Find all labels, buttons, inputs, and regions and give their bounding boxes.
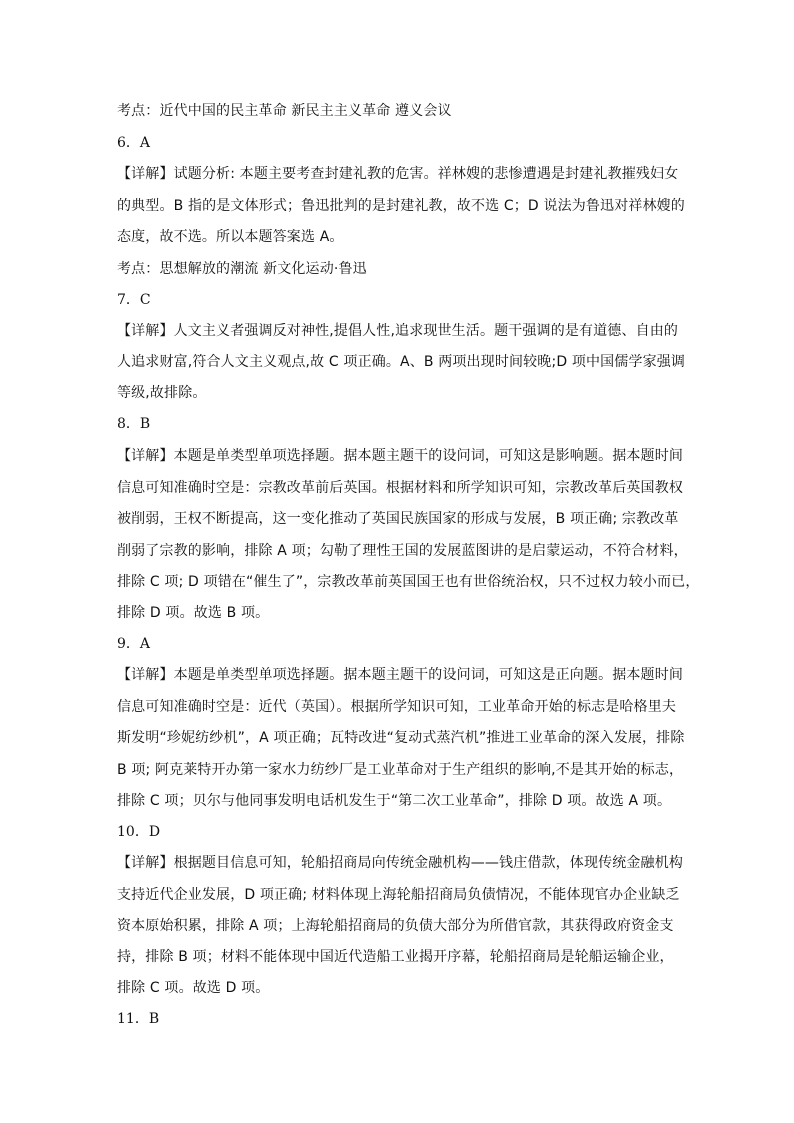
text-line: 【详解】根据题目信息可知，轮船招商局向传统金融机构——钱庄借款，体现传统金融机构: [117, 855, 683, 871]
text-line: 态度，故不选。所以本题答案选 A。: [117, 229, 344, 245]
text-line: 考点：思想解放的潮流 新文化运动·鲁迅: [117, 261, 367, 277]
text-line: 【详解】试题分析: 本题主要考查封建礼教的危害。祥林嫂的悲惨遭遇是封建礼教摧残妇女: [117, 166, 679, 182]
text-line: 排除 D 项。故选 B 项。: [117, 605, 270, 621]
text-line: 考点：近代中国的民主革命 新民主主义革命 遵义会议: [117, 103, 452, 119]
text-line: 排除 C 项。故选 D 项。: [117, 980, 270, 996]
answer-number: 7．C: [117, 292, 151, 308]
text-line: 信息可知准确时空是：近代（英国）。根据所学知识可知，工业革命开始的标志是哈格里夫: [117, 699, 676, 715]
text-line: 【详解】人文主义者强调反对神性,提倡人性,追求现世生活。题干强调的是有道德、自由的: [117, 323, 679, 339]
text-line: 排除 C 项; D 项错在“催生了”，宗教改革前英国国王也有世俗统治权，只不过权力较小而已，: [117, 574, 700, 590]
text-line: 人追求财富,符合人文主义观点,故 C 项正确。A、B 两项出现时间较晚;D 项中国儒学家强调: [117, 354, 686, 370]
text-line: 【详解】本题是单类型单项选择题。据本题主题干的设问词，可知这是正向题。据本题时间: [117, 667, 683, 683]
text-line: 排除 C 项；贝尔与他同事发明电话机发生于“第二次工业革命”，排除 D 项。故选 A 项。: [117, 793, 672, 809]
answer-number: 11．B: [117, 1011, 160, 1027]
text-line: 信息可知准确时空是：宗教改革前后英国。根据材料和所学知识可知，宗教改革后英国教权: [117, 480, 683, 496]
answer-number: 8．B: [117, 416, 151, 432]
answer-number: 10．D: [117, 824, 161, 840]
text-line: 【详解】本题是单类型单项选择题。据本题主题干的设问词，可知这是影响题。据本题时间: [117, 448, 683, 464]
text-line: 的典型。B 指的是文体形式；鲁迅批判的是封建礼教，故不选 C；D 说法为鲁迅对祥林嫂的: [117, 198, 685, 214]
text-line: 支持近代企业发展，D 项正确; 材料体现上海轮船招商局负债情况，不能体现官办企业缺乏: [117, 887, 680, 903]
answer-number: 9．A: [117, 636, 151, 652]
text-line: 持，排除 B 项；材料不能体现中国近代造船工业揭开序幕，轮船招商局是轮船运输企业，: [117, 949, 674, 965]
text-line: 削弱了宗教的影响，排除 A 项；勾勒了理性王国的发展蓝图讲的是启蒙运动，不符合材料，: [117, 543, 688, 559]
text-line: B 项; 阿克莱特开办第一家水力纺纱厂是工业革命对于生产组织的影响,不是其开始的标志，: [117, 762, 684, 778]
text-line: 被削弱，王权不断提高，这一变化推动了英国民族国家的形成与发展，B 项正确; 宗教改革: [117, 511, 679, 527]
answer-number: 6．A: [117, 135, 151, 151]
text-line: 斯发明“珍妮纺纱机”，A 项正确；瓦特改进“复动式蒸汽机”推进工业革命的深入发展，排除: [117, 730, 685, 746]
text-line: 资本原始积累，排除 A 项；上海轮船招商局的负债大部分为所借官款，其获得政府资金支: [117, 918, 674, 934]
text-line: 等级,故排除。: [117, 385, 207, 401]
